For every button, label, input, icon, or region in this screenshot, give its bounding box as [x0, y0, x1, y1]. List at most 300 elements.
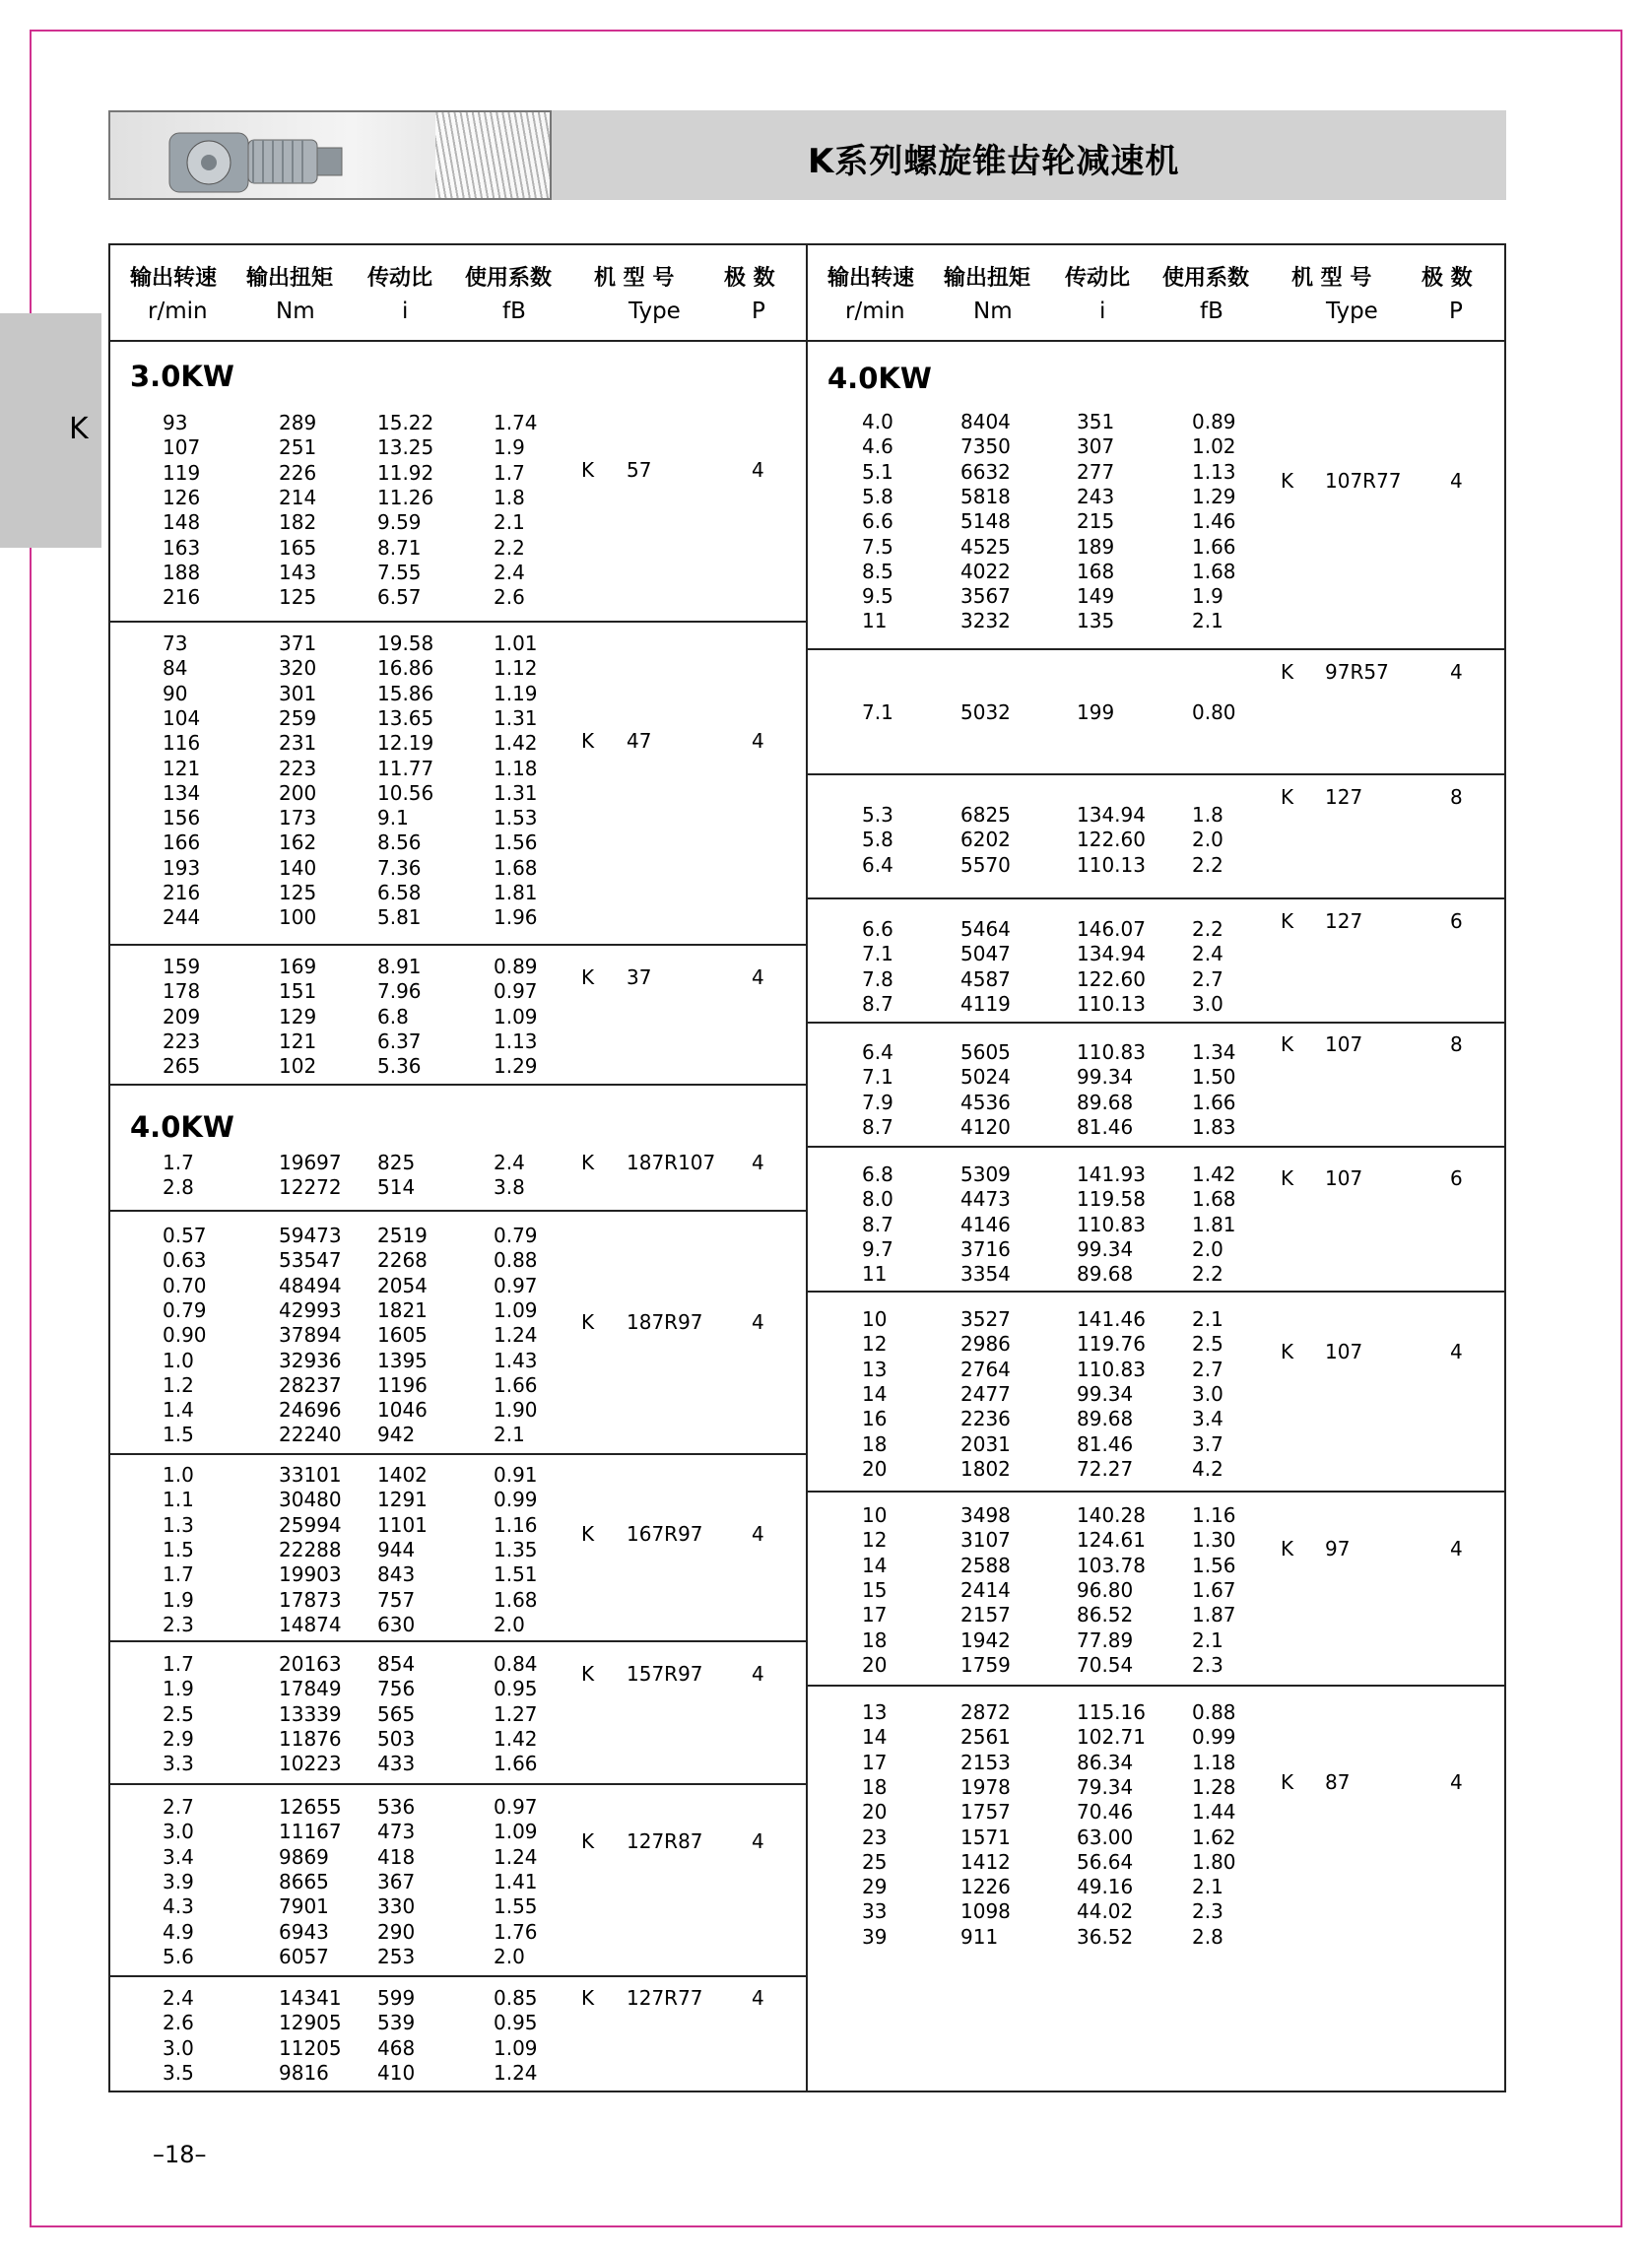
- cell-fb: 2.2: [1192, 852, 1223, 877]
- cell-speed: 1.5: [163, 1423, 194, 1447]
- cell-speed: 8.7: [862, 991, 893, 1016]
- cell-ratio: 110.83: [1077, 1357, 1146, 1381]
- cell-speed: 4.3: [163, 1894, 194, 1919]
- cell-speed: 13: [862, 1700, 888, 1724]
- cell-torque: 6943: [279, 1919, 329, 1944]
- cell-fb: 1.76: [494, 1919, 538, 1944]
- cell-ratio: 10.56: [377, 780, 434, 805]
- cell-torque: 1978: [960, 1774, 1011, 1799]
- cell-torque: 7350: [960, 434, 1011, 459]
- cell-torque: 22240: [279, 1423, 342, 1447]
- cell-ratio: 110.83: [1077, 1212, 1146, 1236]
- cell-torque: 371: [279, 631, 317, 655]
- cell-fb: 1.29: [1192, 484, 1236, 508]
- cell-torque: 6202: [960, 828, 1011, 852]
- cell-speed: 90: [163, 681, 188, 705]
- cell-ratio: 1046: [377, 1398, 428, 1423]
- cell-ratio: 168: [1077, 559, 1115, 583]
- cell-type: K: [1281, 469, 1294, 493]
- cell-ratio: 19.58: [377, 631, 434, 655]
- cell-ratio: 44.02: [1077, 1899, 1134, 1924]
- cell-torque: 12655: [279, 1795, 342, 1819]
- cell-torque: 165: [279, 535, 317, 560]
- cell-ratio: 1821: [377, 1297, 428, 1322]
- cell-fb: 1.46: [1192, 509, 1236, 534]
- cell-type: K: [581, 1310, 595, 1334]
- cell-ratio: 418: [377, 1844, 416, 1869]
- cell-type: K: [581, 458, 595, 482]
- cell-type: K: [581, 1151, 595, 1174]
- cell-torque: 125: [279, 585, 317, 610]
- cell-ratio: 16.86: [377, 656, 434, 681]
- cell-fb: 2.8: [1192, 1924, 1223, 1949]
- cell-model: 107: [1325, 1032, 1363, 1056]
- cell-ratio: 15.22: [377, 411, 434, 434]
- cell-speed: 116: [163, 731, 201, 756]
- cell-fb: 0.85: [494, 1986, 538, 2010]
- cell-speed: 209: [163, 1004, 201, 1029]
- cell-fb: 1.56: [1192, 1553, 1236, 1577]
- cell-speed: 265: [163, 1054, 201, 1079]
- cell-type: K: [581, 1986, 595, 2010]
- cell-ratio: 99.34: [1077, 1236, 1134, 1261]
- cell-fb: 2.2: [1192, 1262, 1223, 1287]
- cell-speed: 33: [862, 1899, 888, 1924]
- cell-ratio: 89.68: [1077, 1262, 1134, 1287]
- cell-ratio: 843: [377, 1562, 416, 1587]
- cell-torque: 13339: [279, 1701, 342, 1726]
- cell-fb: 1.31: [494, 780, 538, 805]
- cell-speed: 1.7: [163, 1652, 194, 1676]
- cell-torque: 8404: [960, 410, 1011, 433]
- gear-reducer-icon: [160, 118, 357, 197]
- cell-fb: 3.8: [494, 1175, 525, 1200]
- cell-speed: 1.9: [163, 1677, 194, 1701]
- cell-ratio: 11.77: [377, 756, 434, 780]
- cell-ratio: 86.34: [1077, 1750, 1134, 1774]
- cell-fb: 1.87: [1192, 1603, 1236, 1627]
- cell-ratio: 942: [377, 1423, 416, 1447]
- row-divider: [807, 1491, 1506, 1493]
- cell-ratio: 110.83: [1077, 1040, 1146, 1064]
- column-header-en: P: [752, 299, 765, 324]
- cell-speed: 1.3: [163, 1512, 194, 1537]
- column-header-en: Nm: [973, 299, 1013, 324]
- cell-torque: 5818: [960, 484, 1011, 508]
- cell-fb: 1.13: [494, 1029, 538, 1053]
- cell-fb: 3.0: [1192, 1381, 1223, 1406]
- cell-torque: 14341: [279, 1986, 342, 2010]
- row-divider: [108, 1084, 807, 1086]
- cell-torque: 1759: [960, 1652, 1011, 1677]
- row-divider: [108, 1210, 807, 1212]
- cell-model: 187R107: [627, 1151, 716, 1174]
- cell-ratio: 89.68: [1077, 1090, 1134, 1114]
- cell-ratio: 103.78: [1077, 1553, 1146, 1577]
- cell-torque: 10223: [279, 1752, 342, 1776]
- cell-fb: 1.28: [1192, 1774, 1236, 1799]
- cell-fb: 1.27: [494, 1701, 538, 1726]
- cell-ratio: 1196: [377, 1372, 428, 1397]
- cell-speed: 193: [163, 855, 201, 880]
- cell-model: 97R57: [1325, 660, 1389, 684]
- cell-torque: 182: [279, 510, 317, 535]
- cell-ratio: 81.46: [1077, 1431, 1134, 1456]
- cell-speed: 2.3: [163, 1612, 194, 1636]
- cell-fb: 1.90: [494, 1398, 538, 1423]
- cell-poles: 4: [752, 965, 764, 989]
- cell-fb: 0.95: [494, 2011, 538, 2035]
- cell-fb: 1.42: [1192, 1162, 1236, 1186]
- cell-speed: 5.3: [862, 803, 893, 827]
- cell-fb: 1.68: [1192, 559, 1236, 583]
- cell-speed: 14: [862, 1553, 888, 1577]
- column-header-cn: 输出扭矩: [944, 266, 1031, 291]
- cell-ratio: 8.56: [377, 830, 422, 855]
- column-header-en: r/min: [148, 299, 208, 324]
- header-image-panel: [108, 110, 552, 200]
- cell-fb: 2.0: [1192, 828, 1223, 852]
- cell-ratio: 6.58: [377, 881, 422, 904]
- cell-speed: 134: [163, 780, 201, 805]
- cell-poles: 8: [1450, 1032, 1463, 1056]
- cell-ratio: 277: [1077, 459, 1115, 484]
- cell-type: K: [1281, 909, 1294, 933]
- cell-type: K: [581, 1662, 595, 1686]
- cell-speed: 20: [862, 1652, 888, 1677]
- cell-speed: 2.7: [163, 1795, 194, 1819]
- cell-type: K: [1281, 1340, 1294, 1363]
- cell-torque: 4146: [960, 1212, 1011, 1236]
- cell-ratio: 7.55: [377, 560, 422, 584]
- cell-fb: 1.34: [1192, 1040, 1236, 1064]
- cell-ratio: 89.68: [1077, 1407, 1134, 1431]
- cell-poles: 4: [752, 1522, 764, 1546]
- row-divider: [807, 648, 1506, 650]
- cell-fb: 0.91: [494, 1463, 538, 1487]
- column-header-en: r/min: [845, 299, 905, 324]
- column-header-cn: 输出转速: [827, 266, 915, 291]
- cell-ratio: 79.34: [1077, 1774, 1134, 1799]
- cell-ratio: 134.94: [1077, 942, 1146, 966]
- cell-ratio: 1402: [377, 1463, 428, 1487]
- column-header-en: Type: [628, 299, 681, 324]
- cell-model: 127R77: [627, 1986, 703, 2010]
- cell-ratio: 6.8: [377, 1004, 409, 1029]
- cell-fb: 1.96: [494, 905, 538, 930]
- cell-type: K: [1281, 785, 1294, 809]
- cell-speed: 8.0: [862, 1187, 893, 1212]
- cell-torque: 162: [279, 830, 317, 855]
- cell-torque: 37894: [279, 1323, 342, 1348]
- cell-torque: 3232: [960, 609, 1011, 633]
- cell-ratio: 115.16: [1077, 1700, 1146, 1724]
- cell-torque: 1412: [960, 1849, 1011, 1874]
- cell-ratio: 72.27: [1077, 1456, 1134, 1481]
- cell-speed: 17: [862, 1603, 888, 1627]
- cell-fb: 0.99: [494, 1488, 538, 1512]
- cell-poles: 4: [752, 1829, 764, 1853]
- cell-torque: 9816: [279, 2060, 329, 2085]
- cell-fb: 0.95: [494, 1677, 538, 1701]
- cell-ratio: 8.91: [377, 955, 422, 978]
- cell-ratio: 70.46: [1077, 1800, 1134, 1825]
- column-header-en: Type: [1326, 299, 1378, 324]
- cell-torque: 214: [279, 485, 317, 509]
- cell-torque: 3527: [960, 1307, 1011, 1331]
- cell-speed: 11: [862, 609, 888, 633]
- cell-speed: 4.6: [862, 434, 893, 459]
- cell-ratio: 7.96: [377, 979, 422, 1004]
- cell-torque: 5032: [960, 700, 1011, 724]
- cell-fb: 1.43: [494, 1348, 538, 1372]
- cell-ratio: 410: [377, 2060, 416, 2085]
- cell-ratio: 599: [377, 1986, 416, 2010]
- cell-ratio: 36.52: [1077, 1924, 1134, 1949]
- cell-speed: 20: [862, 1456, 888, 1481]
- cell-ratio: 56.64: [1077, 1849, 1134, 1874]
- cell-torque: 5148: [960, 509, 1011, 534]
- cell-model: 37: [627, 965, 652, 989]
- cell-model: 87: [1325, 1770, 1351, 1794]
- column-header-cn: 输出扭矩: [246, 266, 334, 291]
- cell-fb: 1.53: [494, 806, 538, 830]
- cell-ratio: 5.81: [377, 905, 422, 930]
- cell-torque: 11205: [279, 2035, 342, 2060]
- cell-ratio: 630: [377, 1612, 416, 1636]
- cell-fb: 1.55: [494, 1894, 538, 1919]
- cell-fb: 2.1: [1192, 1875, 1223, 1899]
- cell-torque: 320: [279, 656, 317, 681]
- cell-speed: 84: [163, 656, 188, 681]
- cell-poles: 4: [752, 1310, 764, 1334]
- cell-speed: 8.7: [862, 1114, 893, 1139]
- cell-torque: 1571: [960, 1825, 1011, 1849]
- cell-ratio: 433: [377, 1752, 416, 1776]
- cell-fb: 1.41: [494, 1869, 538, 1893]
- cell-torque: 22288: [279, 1537, 342, 1561]
- cell-speed: 0.90: [163, 1323, 207, 1348]
- cell-ratio: 124.61: [1077, 1528, 1146, 1553]
- cell-torque: 5464: [960, 917, 1011, 941]
- cell-torque: 6632: [960, 459, 1011, 484]
- cell-speed: 6.4: [862, 852, 893, 877]
- cell-speed: 6.6: [862, 509, 893, 534]
- cell-speed: 2.4: [163, 1986, 194, 2010]
- cell-torque: 251: [279, 435, 317, 460]
- cell-fb: 1.66: [494, 1372, 538, 1397]
- cell-torque: 2157: [960, 1603, 1011, 1627]
- cell-fb: 1.29: [494, 1054, 538, 1079]
- cell-speed: 3.4: [163, 1844, 194, 1869]
- row-divider: [108, 621, 807, 623]
- cell-ratio: 5.36: [377, 1054, 422, 1079]
- cell-fb: 2.4: [494, 1151, 525, 1174]
- cell-poles: 4: [752, 458, 764, 482]
- cell-torque: 2031: [960, 1431, 1011, 1456]
- cell-speed: 148: [163, 510, 201, 535]
- cell-speed: 1.7: [163, 1562, 194, 1587]
- cell-torque: 48494: [279, 1273, 342, 1297]
- cell-speed: 5.6: [163, 1944, 194, 1968]
- cell-ratio: 539: [377, 2011, 416, 2035]
- cell-speed: 2.5: [163, 1701, 194, 1726]
- cell-fb: 1.68: [494, 1587, 538, 1612]
- section-title: 3.0KW: [130, 360, 234, 393]
- cell-fb: 1.13: [1192, 459, 1236, 484]
- cell-ratio: 565: [377, 1701, 416, 1726]
- cell-fb: 2.2: [494, 535, 525, 560]
- cell-speed: 5.1: [862, 459, 893, 484]
- cell-ratio: 149: [1077, 584, 1115, 609]
- cell-speed: 159: [163, 955, 201, 978]
- cell-torque: 4119: [960, 991, 1011, 1016]
- cell-torque: 4587: [960, 966, 1011, 991]
- cell-torque: 140: [279, 855, 317, 880]
- row-divider: [807, 773, 1506, 775]
- cell-torque: 17849: [279, 1677, 342, 1701]
- cell-torque: 2588: [960, 1553, 1011, 1577]
- cell-fb: 0.97: [494, 979, 538, 1004]
- cell-torque: 28237: [279, 1372, 342, 1397]
- cell-torque: 100: [279, 905, 317, 930]
- cell-speed: 5.8: [862, 484, 893, 508]
- cell-torque: 121: [279, 1029, 317, 1053]
- cell-fb: 1.44: [1192, 1800, 1236, 1825]
- cell-speed: 6.6: [862, 917, 893, 941]
- column-header-cn: 极 数: [724, 266, 775, 291]
- cell-torque: 3567: [960, 584, 1011, 609]
- cell-speed: 107: [163, 435, 201, 460]
- cell-fb: 2.2: [1192, 917, 1223, 941]
- cell-poles: 4: [1450, 1770, 1463, 1794]
- cell-model: 127: [1325, 785, 1363, 809]
- cell-fb: 2.1: [1192, 1307, 1223, 1331]
- cell-fb: 2.6: [494, 585, 525, 610]
- cell-ratio: 536: [377, 1795, 416, 1819]
- cell-speed: 126: [163, 485, 201, 509]
- cell-speed: 163: [163, 535, 201, 560]
- cell-ratio: 1395: [377, 1348, 428, 1372]
- cell-torque: 3498: [960, 1503, 1011, 1527]
- cell-ratio: 141.46: [1077, 1307, 1146, 1331]
- cell-speed: 1.4: [163, 1398, 194, 1423]
- cell-torque: 3107: [960, 1528, 1011, 1553]
- cell-poles: 6: [1450, 909, 1463, 933]
- cell-torque: 14874: [279, 1612, 342, 1636]
- cell-torque: 1098: [960, 1899, 1011, 1924]
- cell-speed: 7.8: [862, 966, 893, 991]
- cell-speed: 7.9: [862, 1090, 893, 1114]
- cell-torque: 151: [279, 979, 317, 1004]
- cell-fb: 1.66: [1192, 534, 1236, 559]
- cell-fb: 1.19: [494, 681, 538, 705]
- cell-fb: 1.18: [494, 756, 538, 780]
- cell-fb: 2.1: [1192, 609, 1223, 633]
- cell-torque: 2872: [960, 1700, 1011, 1724]
- cell-torque: 125: [279, 881, 317, 904]
- cell-fb: 1.24: [494, 1323, 538, 1348]
- cell-fb: 2.1: [494, 1423, 525, 1447]
- cell-torque: 59473: [279, 1224, 342, 1247]
- cell-torque: 53547: [279, 1248, 342, 1273]
- cell-ratio: 7.36: [377, 855, 422, 880]
- page-number: –18–: [153, 2141, 207, 2168]
- cell-model: 107: [1325, 1340, 1363, 1363]
- cell-speed: 1.0: [163, 1348, 194, 1372]
- cell-torque: 102: [279, 1054, 317, 1079]
- cell-torque: 173: [279, 806, 317, 830]
- cell-ratio: 2519: [377, 1224, 428, 1247]
- cell-fb: 1.09: [494, 1297, 538, 1322]
- cell-speed: 3.0: [163, 1820, 194, 1844]
- cell-fb: 1.09: [494, 2035, 538, 2060]
- cell-torque: 2561: [960, 1725, 1011, 1750]
- cell-poles: 4: [752, 1986, 764, 2010]
- cell-model: 47: [627, 729, 652, 753]
- cell-fb: 1.50: [1192, 1065, 1236, 1090]
- cell-torque: 2153: [960, 1750, 1011, 1774]
- cell-fb: 2.5: [1192, 1332, 1223, 1357]
- cell-fb: 0.97: [494, 1795, 538, 1819]
- cell-speed: 12: [862, 1528, 888, 1553]
- cell-ratio: 11.92: [377, 460, 434, 485]
- cell-ratio: 351: [1077, 410, 1115, 433]
- cell-torque: 42993: [279, 1297, 342, 1322]
- cell-model: 157R97: [627, 1662, 703, 1686]
- cell-fb: 1.09: [494, 1004, 538, 1029]
- cell-fb: 1.62: [1192, 1825, 1236, 1849]
- cell-model: 107: [1325, 1166, 1363, 1190]
- cell-fb: 2.3: [1192, 1899, 1223, 1924]
- cell-speed: 18: [862, 1431, 888, 1456]
- cell-speed: 17: [862, 1750, 888, 1774]
- cell-fb: 1.8: [494, 485, 525, 509]
- cell-speed: 3.0: [163, 2035, 194, 2060]
- cell-speed: 18: [862, 1627, 888, 1652]
- cell-fb: 1.56: [494, 830, 538, 855]
- cell-fb: 1.42: [494, 1726, 538, 1751]
- row-divider: [108, 1975, 807, 1977]
- column-header-cn: 使用系数: [1162, 266, 1250, 291]
- cell-speed: 4.9: [163, 1919, 194, 1944]
- cell-ratio: 6.37: [377, 1029, 422, 1053]
- cell-ratio: 11.26: [377, 485, 434, 509]
- cell-fb: 1.09: [494, 1820, 538, 1844]
- cell-fb: 1.66: [1192, 1090, 1236, 1114]
- cell-speed: 2.6: [163, 2011, 194, 2035]
- cell-fb: 1.81: [494, 881, 538, 904]
- cell-ratio: 77.89: [1077, 1627, 1134, 1652]
- cell-model: 107R77: [1325, 469, 1402, 493]
- cell-speed: 14: [862, 1381, 888, 1406]
- cell-speed: 6.8: [862, 1162, 893, 1186]
- cell-torque: 24696: [279, 1398, 342, 1423]
- cell-torque: 911: [960, 1924, 999, 1949]
- cell-torque: 289: [279, 411, 317, 434]
- cell-torque: 5309: [960, 1162, 1011, 1186]
- cell-ratio: 99.34: [1077, 1381, 1134, 1406]
- cell-speed: 10: [862, 1503, 888, 1527]
- cell-fb: 0.89: [1192, 410, 1236, 433]
- section-title: 4.0KW: [130, 1110, 234, 1144]
- cell-speed: 156: [163, 806, 201, 830]
- cell-fb: 0.84: [494, 1652, 538, 1676]
- cell-fb: 1.42: [494, 731, 538, 756]
- cell-torque: 2764: [960, 1357, 1011, 1381]
- cell-speed: 0.70: [163, 1273, 207, 1297]
- cell-fb: 1.7: [494, 460, 525, 485]
